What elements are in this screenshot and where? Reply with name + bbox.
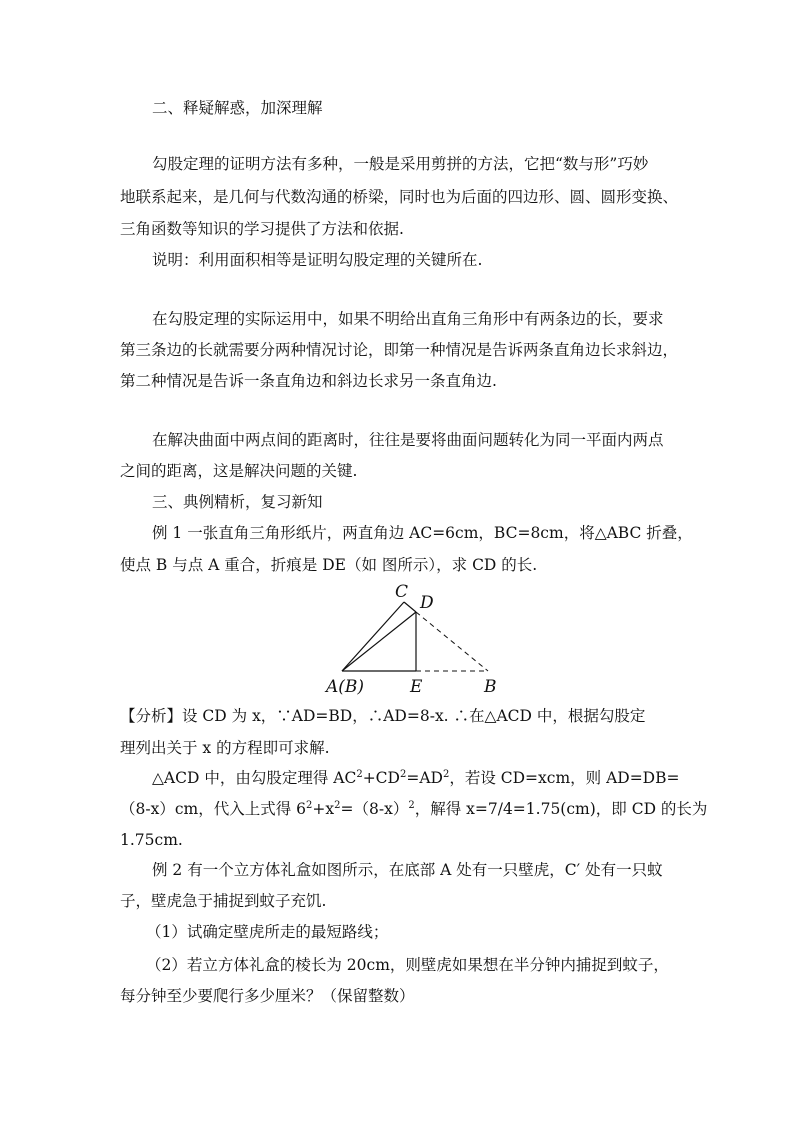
solution-text: =（8-x）: [340, 800, 409, 818]
label-E: E: [410, 677, 423, 697]
paragraph-1-line-3: 三角函数等知识的学习提供了方法和依据.: [120, 220, 404, 238]
example-1-line-2: 使点 B 与点 A 重合，折痕是 DE（如 图所示），求 CD 的长.: [120, 556, 538, 574]
solution-line-2: [120, 799, 707, 819]
paragraph-2-line-3: 第二种情况是告诉一条直角边和斜边长求另一条直角边.: [120, 372, 497, 390]
paragraph-3-line-2: 之间的距离，这是解决问题的关键.: [120, 462, 358, 480]
solution-text: ，解得 x=7/4=1.75(cm)，即 CD 的长为: [414, 800, 708, 818]
analysis-line-1: 【分析】设 CD 为 x，∵AD=BD，∴AD=8-x. ∴在△ACD 中，根据勾股定: [120, 707, 646, 725]
label-D: D: [420, 593, 434, 613]
segment-DB-dashed: [416, 612, 488, 671]
solution-line-1: [152, 768, 680, 788]
label-C: C: [395, 582, 409, 602]
question-1: （1）试确定壁虎所走的最短路线；: [146, 923, 389, 941]
label-A-B: A(B): [326, 677, 365, 697]
superscript: 2: [442, 769, 450, 780]
triangle-fold-figure: [318, 580, 508, 698]
paragraph-1-line-2: 地联系起来，是几何与代数沟通的桥梁，同时也为后面的四边形、圆、圆形变换、: [120, 188, 679, 206]
section-heading-2: 二、释疑解惑，加深理解: [152, 99, 323, 117]
superscript: 2: [399, 769, 407, 780]
superscript: 2: [306, 800, 313, 811]
segment-AC: [342, 602, 404, 671]
solution-text: （8-x）cm，代入上式得 6: [120, 800, 307, 818]
paragraph-1-line-1: 勾股定理的证明方法有多种，一般是采用剪拼的方法，它把“数与形”巧妙: [152, 155, 649, 173]
paragraph-2-line-2: 第三条边的长就需要分两种情况讨论，即第一种情况是告诉两条直角边长求斜边，: [120, 341, 679, 359]
solution-line-3: 1.75cm.: [120, 831, 183, 849]
example-2-line-1: 例 2 有一个立方体礼盒如图所示，在底部 A 处有一只壁虎，C′ 处有一只蚊: [152, 861, 663, 879]
solution-text: +x: [312, 800, 335, 818]
superscript: 2: [356, 769, 363, 780]
label-B: B: [484, 677, 497, 697]
solution-text: +CD: [362, 769, 400, 787]
solution-text: △ACD 中，由勾股定理得 AC: [152, 769, 357, 787]
question-2-line-2: 每分钟至少要爬行多少厘米？（保留整数）: [120, 987, 415, 1005]
segment-CD: [404, 602, 416, 612]
section-heading-3: 三、典例精析，复习新知: [152, 493, 323, 511]
example-1-line-1: 例 1 一张直角三角形纸片，两直角边 AC=6cm，BC=8cm，将△ABC 折叠，: [152, 524, 693, 542]
paragraph-3-line-1: 在解决曲面中两点间的距离时，往往是要将曲面问题转化为同一平面内两点: [152, 431, 664, 449]
example-2-line-2: 子，壁虎急于捕捉到蚊子充饥.: [120, 892, 327, 910]
analysis-line-2: 理列出关于 x 的方程即可求解.: [120, 739, 330, 757]
question-2-line-1: （2）若立方体礼盒的棱长为 20cm，则壁虎如果想在半分钟内捕捉到蚊子，: [146, 956, 669, 974]
note-line: 说明：利用面积相等是证明勾股定理的关键所在.: [152, 251, 483, 269]
solution-text: =AD: [406, 769, 443, 787]
superscript: 2: [334, 800, 341, 811]
segment-AD: [342, 612, 416, 671]
solution-text: ，若设 CD=xcm，则 AD=DB=: [449, 769, 680, 787]
superscript: 2: [408, 800, 415, 811]
paragraph-2-line-1: 在勾股定理的实际运用中，如果不明给出直角三角形中有两条边的长，要求: [152, 310, 664, 328]
